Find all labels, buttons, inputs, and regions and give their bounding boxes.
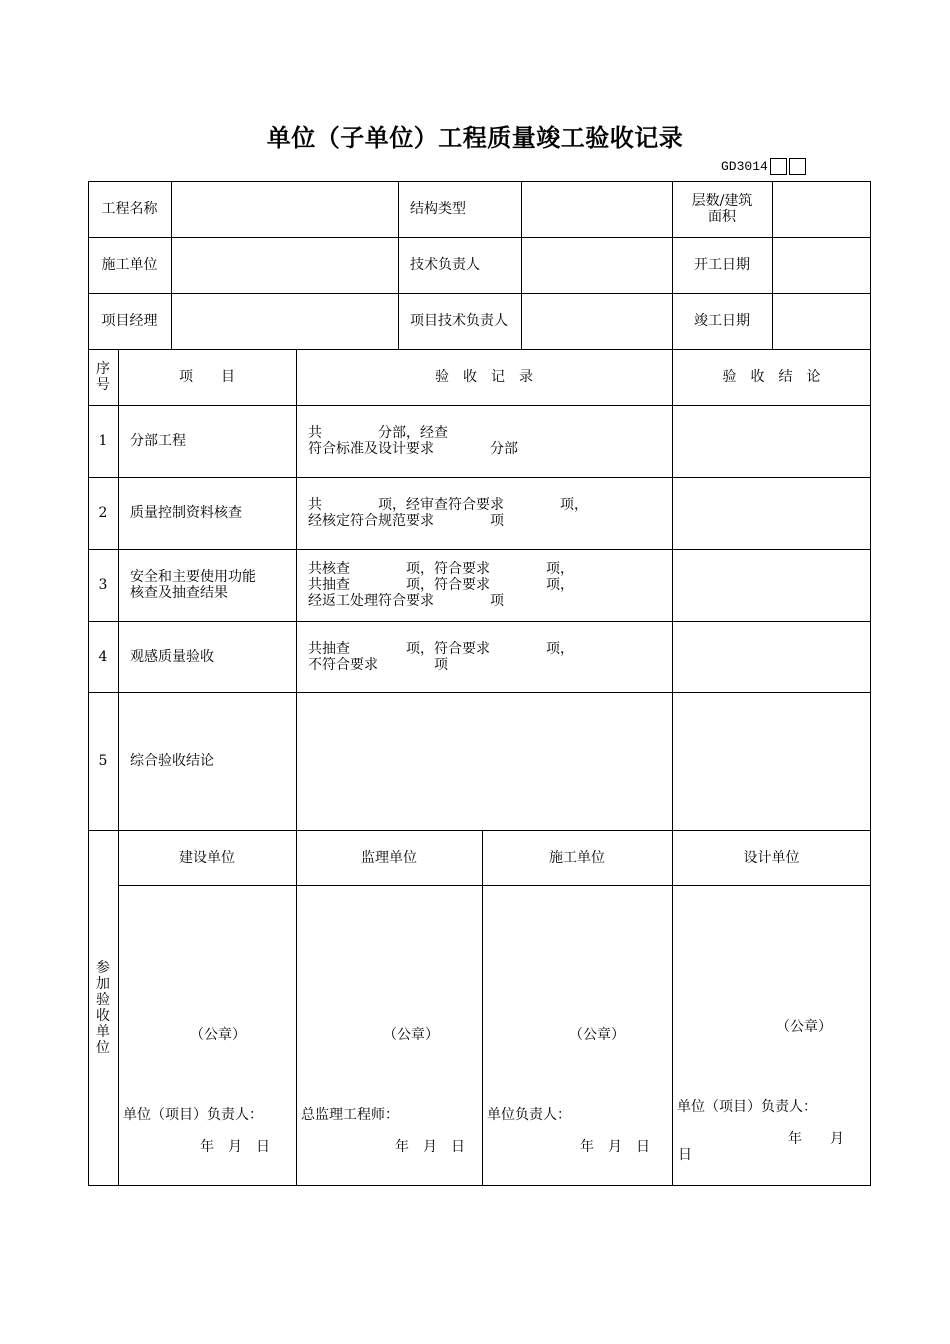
date-label-tail: 日 [678, 1147, 692, 1163]
conclusion-header: 验 收 结 论 [722, 369, 821, 385]
row-item: 综合验收结论 [130, 753, 214, 769]
row-record[interactable]: 共 分部，经查 符合标准及设计要求 分部 [308, 425, 518, 457]
row-number: 4 [98, 648, 108, 665]
row-conclusion[interactable] [673, 478, 870, 549]
record-header: 验 收 记 录 [435, 369, 533, 385]
start-date-field[interactable] [773, 238, 870, 293]
seal-text: （公章） [776, 1019, 832, 1035]
project-manager-field[interactable] [172, 294, 398, 349]
seal-text: （公章） [190, 1027, 246, 1043]
project-name-field[interactable] [172, 182, 398, 237]
row-conclusion[interactable] [673, 622, 870, 692]
project-manager-label: 项目经理 [101, 313, 158, 329]
form-code [721, 156, 806, 176]
project-tech-lead-label: 项目技术负责人 [410, 313, 508, 329]
row-record[interactable]: 共抽查 项，符合要求 项， 不符合要求 项 [308, 640, 574, 673]
signer-label[interactable]: 总监理工程师： [301, 1107, 399, 1123]
seq-header: 序 号 [96, 361, 110, 393]
grid-line [118, 349, 119, 1186]
date-label[interactable]: 年 月 日 [200, 1139, 270, 1155]
signer-label[interactable]: 单位（项目）负责人： [677, 1099, 817, 1115]
participant-name: 监理单位 [361, 849, 417, 866]
row-item: 安全和主要使用功能 核查及抽查结果 [130, 569, 256, 601]
participant-name: 施工单位 [549, 849, 605, 866]
row-record[interactable]: 共核查 项，符合要求 项， 共抽查 项，符合要求 项， 经返工处理符合要求 项 [308, 561, 574, 609]
row-item: 分部工程 [130, 433, 186, 449]
floors-area-label: 层数/建筑 面积 [691, 193, 753, 225]
participant-name: 设计单位 [743, 849, 800, 866]
tech-lead-field[interactable] [522, 238, 672, 293]
date-label[interactable]: 年 月 [788, 1131, 844, 1147]
tech-lead-label: 技术负责人 [410, 257, 480, 273]
grid-line [398, 181, 399, 349]
row-conclusion[interactable] [673, 693, 870, 830]
completion-date-label: 竣工日期 [694, 313, 750, 329]
seal-text: （公章） [569, 1027, 625, 1043]
participant-name: 建设单位 [179, 849, 235, 866]
date-label[interactable]: 年 月 日 [580, 1139, 650, 1155]
row-conclusion[interactable] [673, 406, 870, 477]
completion-date-field[interactable] [773, 294, 870, 349]
form-code-box-1[interactable] [770, 158, 787, 175]
signer-label[interactable]: 单位负责人： [487, 1107, 571, 1123]
page-title: 单位（子单位）工程质量竣工验收记录 [266, 124, 684, 152]
construction-unit-field[interactable] [172, 238, 398, 293]
grid-line [296, 349, 297, 1186]
row-number: 2 [98, 505, 108, 521]
seal-text: （公章） [383, 1027, 439, 1043]
floors-area-field[interactable] [773, 182, 870, 237]
participants-side-label: 参 加 验 收 单 位 [96, 960, 110, 1056]
form-code-box-2[interactable] [789, 158, 806, 175]
start-date-label: 开工日期 [694, 257, 750, 273]
project-tech-lead-field[interactable] [522, 294, 672, 349]
row-number: 1 [98, 433, 108, 449]
signer-label[interactable]: 单位（项目）负责人： [123, 1107, 263, 1123]
row-item: 质量控制资料核查 [130, 505, 242, 521]
structure-type-field[interactable] [522, 182, 672, 237]
item-header: 项 目 [179, 369, 235, 385]
row-item: 观感质量验收 [130, 648, 214, 665]
row-number: 5 [98, 753, 108, 769]
row-record[interactable] [308, 692, 672, 830]
project-name-label: 工程名称 [101, 201, 158, 217]
row-number: 3 [98, 577, 108, 593]
row-record[interactable]: 共 项，经审查符合要求 项， 经核定符合规范要求 项 [308, 497, 588, 529]
grid-line [118, 885, 871, 886]
date-label[interactable]: 年 月 日 [395, 1139, 465, 1155]
row-conclusion[interactable] [673, 550, 870, 621]
construction-unit-label: 施工单位 [101, 257, 158, 273]
form-code-text: GD3014 [721, 158, 768, 174]
structure-type-label: 结构类型 [410, 201, 466, 217]
